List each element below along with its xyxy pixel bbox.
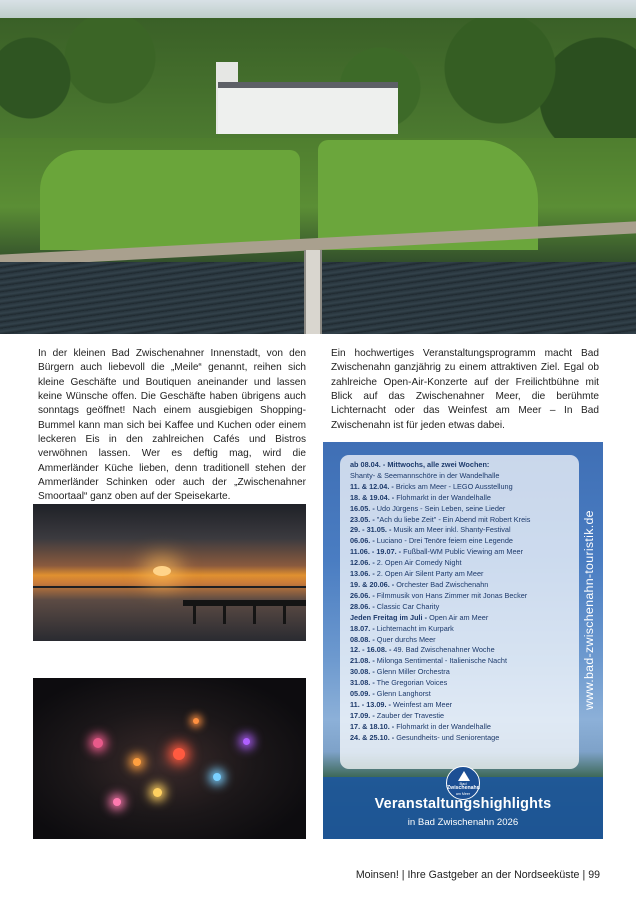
event-item: 05.09. - Glenn Langhorst [350,689,431,699]
event-item: 18.07. - Lichternacht im Kurpark [350,623,454,633]
event-item: Jeden Freitag im Juli - Open Air am Meer [350,612,489,622]
event-item: 17. & 18.10. - Flohmarkt in der Wandelhalle [350,721,491,731]
event-poster [323,442,603,839]
event-item: 29. - 31.05. - Musik am Meer inkl. Shanty-Festival [350,525,511,535]
hero-aerial-photo [0,0,636,334]
event-item: 11. - 13.09. - Weinfest am Meer [350,699,453,709]
event-item: 28.06. - Classic Car Charity [350,601,440,611]
sailboat-icon [458,771,470,781]
logo-text-main: Zwischenahn [447,785,480,791]
event-list [340,455,579,769]
footer-publication: Moinsen! | Ihre Gastgeber an der Nordseeküste [355,869,580,881]
poster-website-url: www.bad-zwischenahn-touristik.de [582,510,596,710]
event-item: 26.06. - Filmmusik von Hans Zimmer mit Jonas Becker [350,590,528,600]
event-item: 12.06. - 2. Open Air Comedy Night [350,558,462,568]
event-item: 19. & 20.06. - Orchester Bad Zwischenahn [350,579,489,589]
bad-zwischenahn-logo [446,766,480,800]
sunset-horizon [33,586,306,588]
festival-light [133,758,141,766]
event-item: 11. & 12.04. - Bricks am Meer - LEGO Ausstellung [350,481,513,491]
dock-post [283,600,286,624]
event-item: 24. & 25.10. - Gesundheits- und Seniorentage [350,732,500,742]
event-item: 13.06. - 2. Open Air Silent Party am Meer [350,569,484,579]
event-item: 08.08. - Quer durchs Meer [350,634,436,644]
festival-light [243,738,250,745]
poster-subtitle: in Bad Zwischenahn 2026 [407,817,519,828]
event-item: 31.08. - The Gregorian Voices [350,678,448,688]
festival-light [193,718,199,724]
hero-pier [304,250,322,334]
sunset-dock [183,600,306,606]
event-item: Shanty- & Seemannschöre in der Wandelhalle [350,470,500,480]
festival-light [93,738,103,748]
footer-separator: | [582,869,586,881]
logo-text-top: Bad [459,781,467,786]
dock-post [223,600,226,624]
dock-post [253,600,256,624]
event-item: 21.08. - Milonga Sentimental - Italienische Nacht [350,656,507,666]
event-item: 17.09. - Zauber der Travestie [350,710,445,720]
event-item: 16.05. - Udo Jürgens - Sein Leben, seine Lieder [350,503,506,513]
event-item: 11.06. - 19.07. - Fußball-WM Public Viewing am Meer [350,547,524,557]
page-footer [356,869,600,881]
right-column-text: Ein hochwertiges Veranstaltungsprogramm macht Bad Zwischenahn ganzjährig zu einem attraktiven Ziel. Egal ob zahlreiche Open-Air-Konzerte auf der Freilichtbühne mit Blick auf das Zwischenahner Meer, die berühmte Lichternacht oder das Weinfest am Meer – In Bad Zwischenahn ist für jeden etwas dabei. [331,348,599,431]
poster-title: Veranstaltungshighlights [374,796,552,812]
event-item: 18. & 19.04. - Flohmarkt in der Wandelhalle [350,492,491,502]
festival-light [213,773,221,781]
festival-light [113,798,121,806]
hero-building [218,82,398,134]
hero-lawn-left [40,150,300,250]
event-item: 23.05. - "Ach du liebe Zeit" - Ein Abend mit Robert Kreis [350,514,531,524]
night-festival-photo [33,678,306,839]
event-item: 12. - 16.08. - 49. Bad Zwischenahner Woche [350,645,495,655]
logo-text-bottom: am Meer [455,792,471,796]
event-item: 06.06. - Luciano - Drei Tenöre feiern eine Legende [350,536,513,546]
event-item: 30.08. - Glenn Miller Orchestra [350,667,450,677]
sunset-sun [153,566,171,576]
dock-post [193,600,196,624]
festival-light [153,788,162,797]
page-number: 99 [588,869,600,881]
festival-light [173,748,185,760]
left-column-text: In der kleinen Bad Zwischenahner Innenstadt, von den Bürgern auch liebevoll die „Meile“ genannt, reihen sich kleine Geschäfte und Boutiquen aneinander und lassen keine Wünsche offen. Die Geschäfte haben übrigens auch sonntags geöffnet! Nach einem ausgiebigen Shopping-Bummel kann man sich bei Kaffee und Kuchen oder einem leckeren Eis in den zahlreichen Cafés und Bistros verwöhnen lassen. Wer es deftig mag, wird die Ammerländer Küche lieben, denn traditionell stehen der Ammerländer Schinken oder auch der „Zwischenahner Smoortaal“ ganz oben auf der Speisekarte. [38,348,306,503]
event-item: ab 08.04. - Mittwochs, alle zwei Wochen: [350,460,490,469]
sunset-photo [33,504,306,641]
